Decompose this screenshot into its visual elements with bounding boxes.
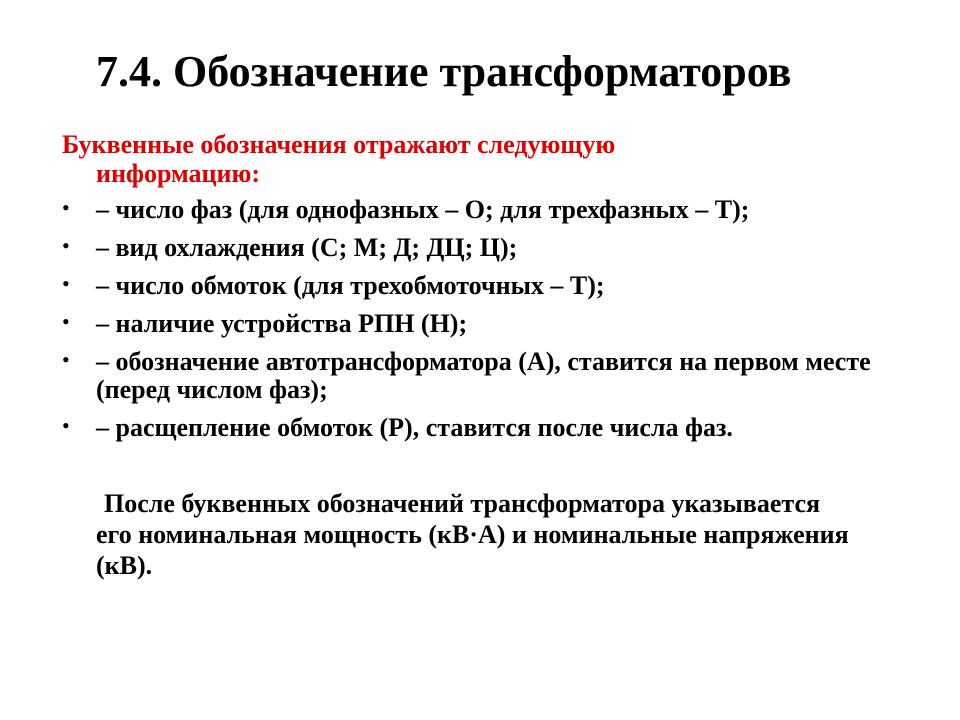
note-paragraph: После буквенных обозначений трансформатора указывается его номинальная мощность (кВ·А) и номинальные напряжения (кВ).: [96, 489, 849, 580]
bullet-item-splitting: [62, 414, 922, 442]
bullet-icon: •: [62, 309, 70, 334]
slide-title: 7.4. Обозначение трансформаторов: [96, 47, 792, 96]
bullet-text: – вид охлаждения (С; М; Д; ДЦ; Ц);: [96, 233, 518, 262]
bullet-icon: •: [62, 233, 70, 258]
bullet-text: – число фаз (для однофазных – О; для трехфазных – Т);: [96, 195, 750, 224]
bullet-item-windings: [62, 272, 922, 300]
bullet-icon: •: [62, 195, 70, 220]
bullet-text: – обозначение автотрансформатора (А), ставится на первом месте (перед числом фаз);: [96, 347, 871, 404]
bullet-item-cooling: [62, 234, 922, 262]
bullet-text: – расщепление обмоток (Р), ставится после числа фаз.: [96, 413, 733, 442]
bullet-item-rpn: [62, 310, 922, 338]
intro-line-2: информацию:: [96, 159, 261, 188]
bullet-list: [62, 196, 922, 452]
bullet-text: – наличие устройства РПН (Н);: [96, 309, 468, 338]
bullet-icon: •: [62, 271, 70, 296]
bullet-icon: •: [62, 413, 70, 438]
bullet-item-autotransformer: [62, 348, 922, 404]
bullet-icon: •: [62, 347, 70, 372]
intro-text: [62, 130, 762, 188]
intro-line-1: Буквенные обозначения отражают следующую: [62, 130, 616, 159]
bullet-item-phases: [62, 196, 922, 224]
bullet-text: – число обмоток (для трехобмоточных – Т);: [96, 271, 605, 300]
